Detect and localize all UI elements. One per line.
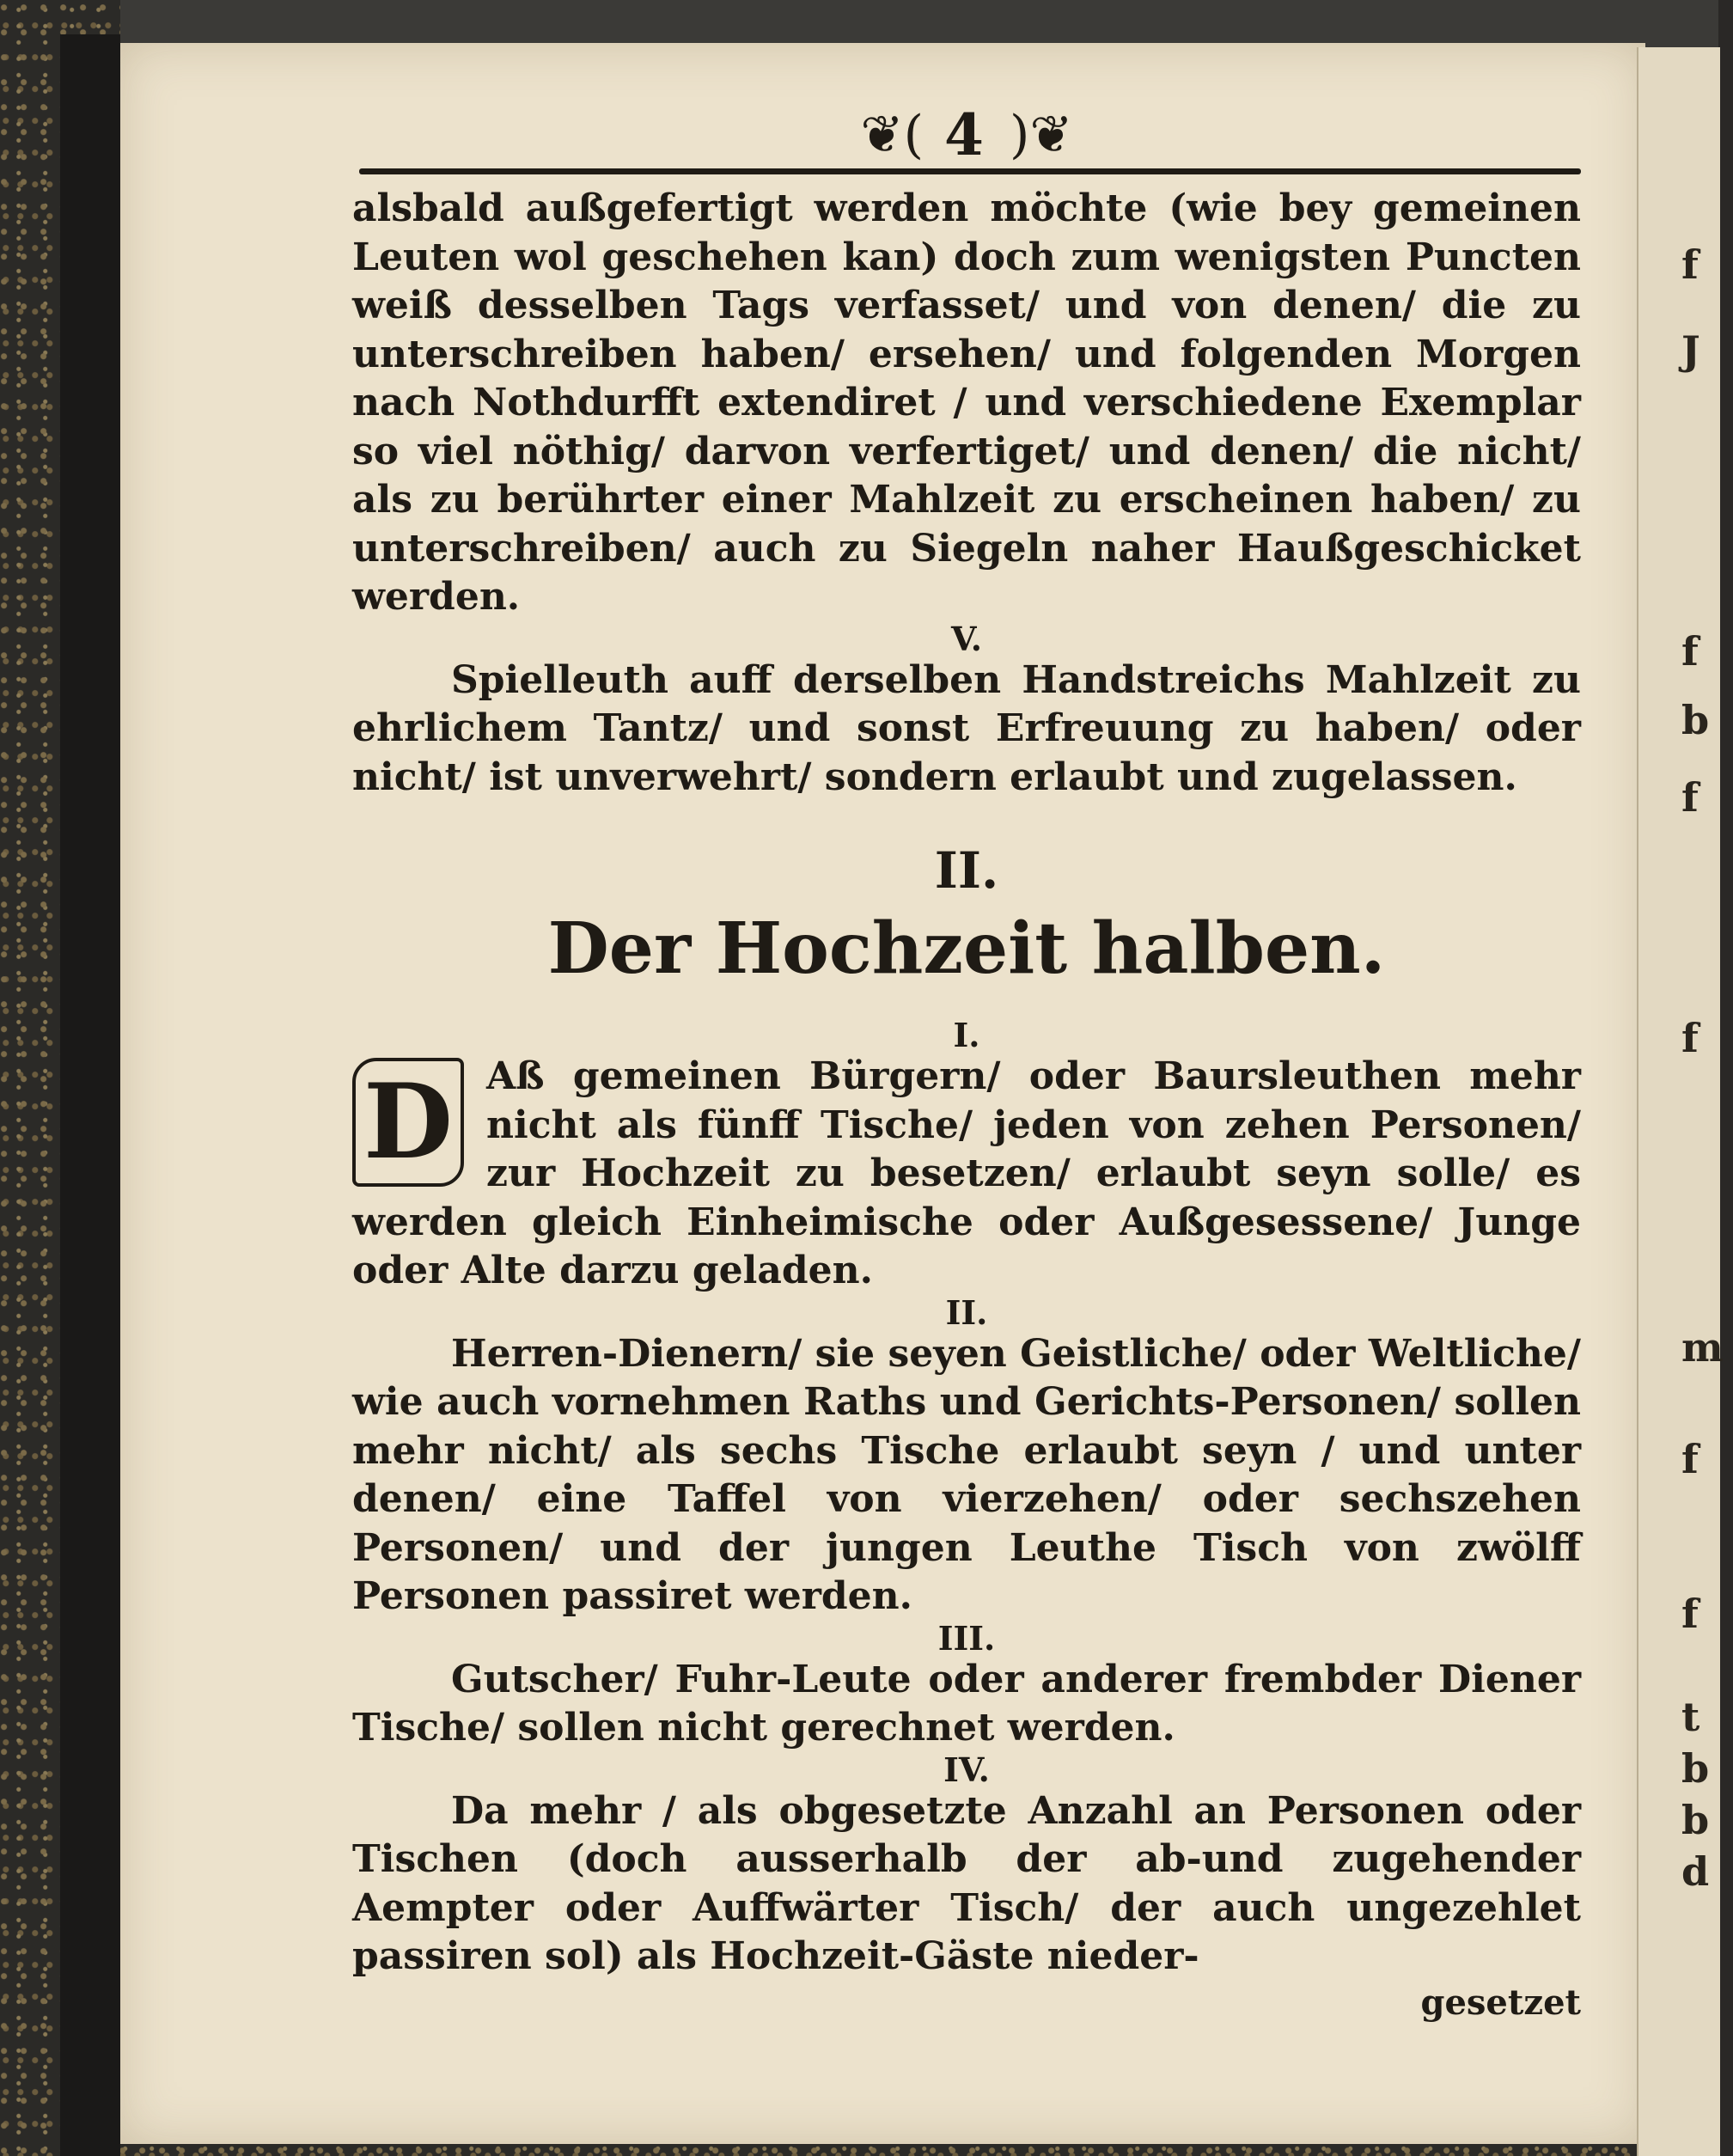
binding-left-edge	[60, 34, 120, 2156]
facing-page-fragment: t	[1681, 1694, 1700, 1740]
facing-page-fragment: f	[1681, 1015, 1699, 1061]
paragraph-iv: Da mehr / als obgesetzte Anzahl an Personen oder Tischen (doch ausserhalb der ab-und zugehender Aempter oder Auffwärter Tisch/ der auch ungezehlet passiren sol) als Hochzeit-Gäste nieder-	[352, 1788, 1581, 1978]
paragraph-i-text: Aß gemeinen Bürgern/ oder Baursleuthen mehr nicht als fünff Tische/ jeden von zehen Personen/ zur Hochzeit zu besetzen/ erlaubt seyn solle/ es werden gleich Einheimische oder Außgesessene/ Junge oder Alte darzu geladen.	[352, 1054, 1581, 1292]
facing-page-fragment: f	[1681, 1591, 1699, 1637]
page-text	[352, 95, 1581, 2025]
facing-page-fragment: b	[1681, 1797, 1710, 1843]
paragraph-numeral: III.	[937, 1618, 996, 1658]
facing-page-fragment: f	[1681, 774, 1699, 821]
ornament-right-icon: )❦	[1009, 105, 1073, 165]
paragraph-iii: Gutscher/ Fuhr-Leute oder anderer frembder Diener Tische/ sollen nicht gerechnet werden.	[352, 1657, 1581, 1750]
section-title: Der Hochzeit halben.	[547, 907, 1386, 990]
facing-page-fragment: m	[1681, 1324, 1724, 1371]
section-number: II.	[934, 841, 999, 900]
facing-page-fragment: f	[1681, 628, 1699, 675]
binding-top-strip	[120, 0, 1718, 47]
paragraph-v: Spielleuth auff derselben Handstreichs Mahlzeit zu ehrlichem Tantz/ und sonst Erfreuung zu haben/ oder nicht/ ist unverwehrt/ sondern erlaubt und zugelassen.	[352, 657, 1581, 799]
facing-page-fragment: b	[1681, 697, 1710, 743]
paragraph-numeral: IV.	[943, 1750, 990, 1789]
paragraph-numeral: I.	[953, 1016, 980, 1054]
facing-page-fragment: f	[1681, 1436, 1699, 1482]
page-header	[352, 95, 1581, 176]
continued-paragraph: alsbald außgefertigt werden möchte (wie bey gemeinen Leuten wol geschehen kan) doch zum wenigsten Puncten weiß desselben Tags verfasset/ und von denen/ die zu unterschreiben haben/ ersehen/ und folgenden Morgen nach Nothdurfft extendiret / und verschiedene Exemplar so viel nöthig/ darvon verfertiget/ und denen/ die nicht/ als zu berührter einer Mahlzeit zu erscheinen haben/ zu unterschreiben/ auch zu Siegeln naher Haußgeschicket werden.	[352, 186, 1581, 619]
page-number: 4	[944, 101, 989, 168]
paragraph-ii: Herren-Dienern/ sie seyen Geistliche/ oder Weltliche/ wie auch vornehmen Raths und Gerichts-Personen/ sollen mehr nicht/ als sechs Tische erlaubt seyn / und unter denen/ eine Taffel von vierzehen/ oder sechszehen Personen/ und der jungen Leuthe Tisch von zwölff Personen passiret werden.	[352, 1331, 1581, 1618]
paragraph-numeral: II.	[945, 1292, 988, 1332]
paragraph-i	[352, 1053, 1581, 1296]
facing-page-fragment: J	[1681, 327, 1700, 374]
catchword: gesetzet	[1420, 1982, 1581, 2023]
drop-cap: D	[352, 1058, 464, 1187]
paragraph-numeral: V.	[950, 619, 983, 658]
facing-page-fragment: f	[1681, 241, 1699, 288]
facing-page-edge	[1637, 47, 1724, 2156]
header-rule	[359, 168, 1581, 174]
facing-page-fragment: d	[1681, 1848, 1710, 1895]
ornament-left-icon: ❦(	[860, 105, 924, 165]
facing-page-fragment: b	[1681, 1745, 1710, 1792]
